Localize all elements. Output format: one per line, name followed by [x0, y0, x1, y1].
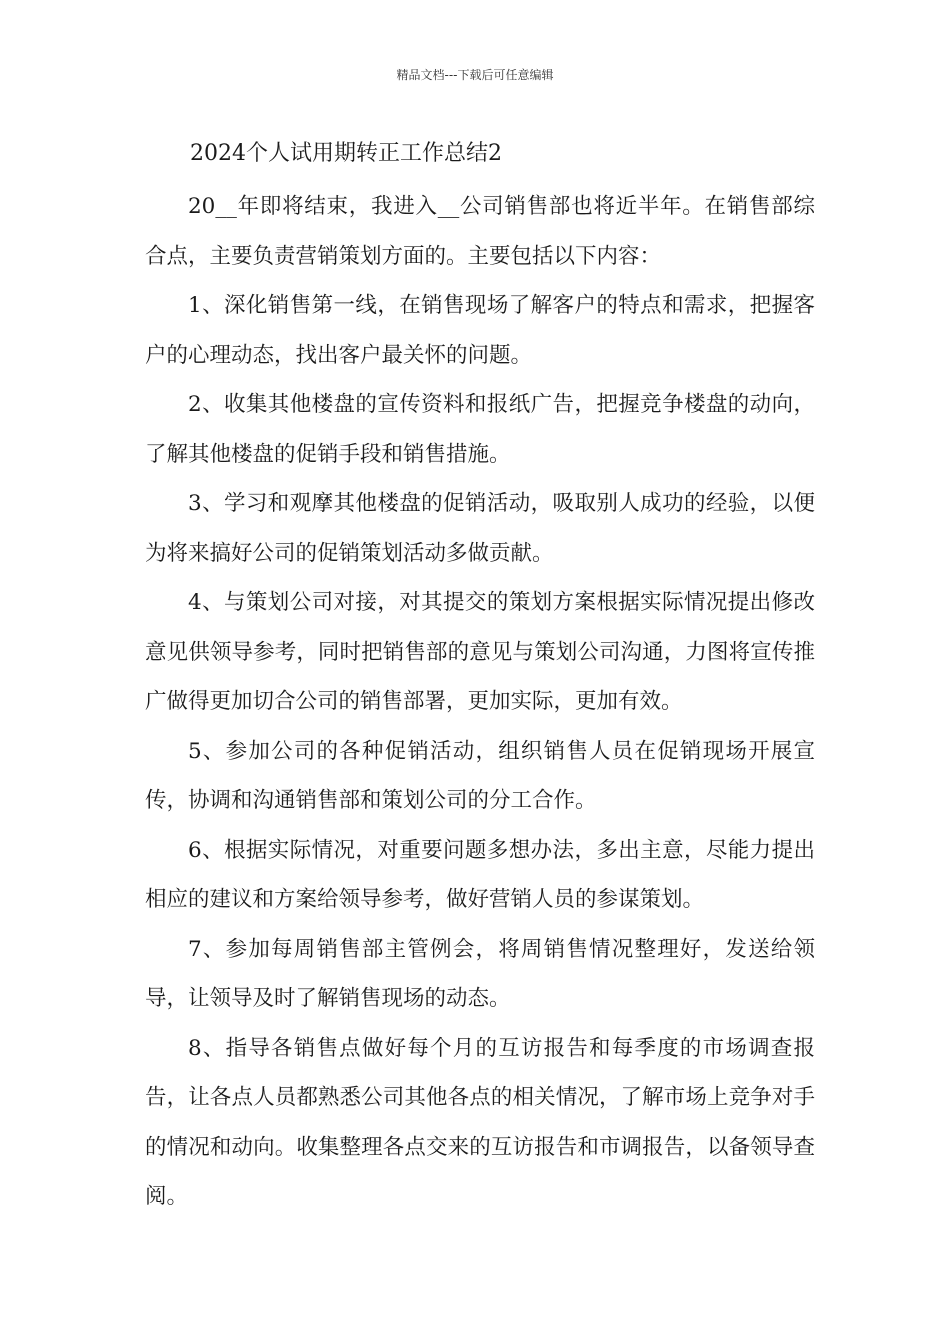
paragraph-intro: 20__年即将结束，我进入__公司销售部也将近半年。在销售部综合点，主要负责营销策划方面的。主要包括以下内容：: [145, 194, 815, 269]
paragraph-item-1: 1、深化销售第一线，在销售现场了解客户的特点和需求，把握客户的心理动态，找出客户最关怀的问题。: [145, 293, 815, 368]
paragraph-item-6: 6、根据实际情况，对重要问题多想办法，多出主意，尽能力提出相应的建议和方案给领导参考，做好营销人员的参谋策划。: [145, 837, 815, 912]
document-title: 2024个人试用期转正工作总结2: [190, 141, 502, 166]
page-header: 精品文档---下载后可任意编辑: [396, 68, 554, 82]
paragraph-item-3: 3、学习和观摩其他楼盘的促销活动，吸取别人成功的经验，以便为将来搞好公司的促销策划活动多做贡献。: [145, 491, 815, 566]
paragraph-item-8: 8、指导各销售点做好每个月的互访报告和每季度的市场调查报告，让各点人员都熟悉公司其他各点的相关情况，了解市场上竞争对手的情况和动向。收集整理各点交来的互访报告和市调报告，以备领导查阅。: [145, 1035, 815, 1209]
paragraph-item-2: 2、收集其他楼盘的宣传资料和报纸广告，把握竞争楼盘的动向，了解其他楼盘的促销手段和销售措施。: [145, 392, 815, 467]
paragraph-item-4: 4、与策划公司对接，对其提交的策划方案根据实际情况提出修改意见供领导参考，同时把销售部的意见与策划公司沟通，力图将宣传推广做得更加切合公司的销售部署，更加实际，更加有效。: [145, 590, 815, 714]
document-body: [145, 182, 815, 1222]
paragraph-item-5: 5、参加公司的各种促销活动，组织销售人员在促销现场开展宣传，协调和沟通销售部和策划公司的分工合作。: [145, 738, 815, 813]
paragraph-item-7: 7、参加每周销售部主管例会，将周销售情况整理好，发送给领导，让领导及时了解销售现场的动态。: [145, 936, 815, 1011]
